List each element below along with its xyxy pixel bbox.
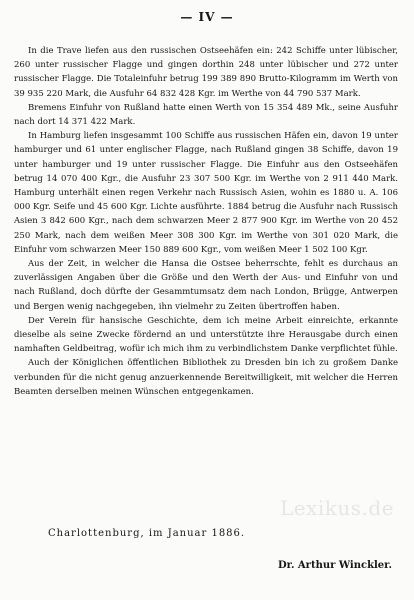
watermark-logo: Lexikus.de	[280, 496, 395, 520]
paragraph-bremen: Bremens Einfuhr von Rußland hatte einen Werth von 15 354 489 Mk., seine Ausfuhr nach dort 14 371 422 Mark.	[14, 102, 398, 128]
paragraph-trave: In die Trave liefen aus den russischen Ostseehäfen ein: 242 Schiffe unter lübischer, 260 unter russischer Flagge und gingen dorthin 248 unter lübischer und 272 unter russischer Flagge. Die Totaleinfuhr betrug 199 389 890 Brutto-Kilogramm im Werth von 39 935 220 Mark, die Ausfuhr 64 832 428 Kgr. im Werthe von 44 790 537 Mark.	[14, 46, 398, 99]
paragraph-verein: Der Verein für hansische Geschichte, dem ich meine Arbeit einreichte, erkannte dieselbe als seine Zwecke fördernd an und unterstützte ihre Herausgabe durch einen namhaften Geldbeitrag, wofür ich mich ihm zu verbindlichstem Danke verpflichtet fühle.	[14, 315, 398, 355]
paragraph-bibliothek: Auch der Königlichen öffentlichen Bibliothek zu Dresden bin ich zu großem Danke verbunden für die nicht genug anzuerkennende Bereitwilligkeit, mit welcher die Herren Beamten derselben meinen Wünschen entgegenkamen.	[14, 358, 398, 397]
paragraph-hamburg: In Hamburg liefen insgesammt 100 Schiffe aus russischen Häfen ein, davon 19 unter hamburger und 61 unter englischer Flagge, nach Rußland gingen 38 Schiffe, davon 19 unter hamburger und 19 unter russischer Flagge. Die Einfuhr aus den Ostseehäfen betrug 14 070 400 Kgr., die Ausfuhr 23 307 500 Kgr. im Werthe von 2 911 440 Mark. Hamburg unterhält einen regen Verkehr nach Russisch Asien, wohin es 1880 u. A. 106 000 Kgr. Seife und 45 600 Kgr. Lichte ausführte. 1884 betrug die Ausfuhr nach Russisch Asien 3 842 600 Kgr., nach dem schwarzen Meer 2 877 900 Kgr. im Werthe von 20 452 250 Mark, nach dem weißen Meer 308 300 Kgr. im Werthe von 301 020 Mark, die Einfuhr vom schwarzen Meer 150 889 600 Kgr., vom weißen Meer 1 502 100 Kgr.	[14, 131, 398, 255]
place-date-line: Charlottenburg, im Januar 1886.	[48, 528, 246, 539]
document-body	[14, 44, 398, 399]
paragraph-hansa: Aus der Zeit, in welcher die Hansa die Ostsee beherrschte, fehlt es durchaus an zuverlässigen Angaben über die Größe und den Werth der Aus- und Einfuhr von und nach Rußland, doch dürfte der Gesammtumsatz dem nach London, Brügge, Antwerpen und Bergen wenig nachgegeben, ihn vielmehr zu Zeiten übertroffen haben.	[14, 259, 398, 312]
author-signature: Dr. Arthur Winckler.	[277, 560, 392, 571]
page-number: — IV —	[180, 10, 234, 24]
